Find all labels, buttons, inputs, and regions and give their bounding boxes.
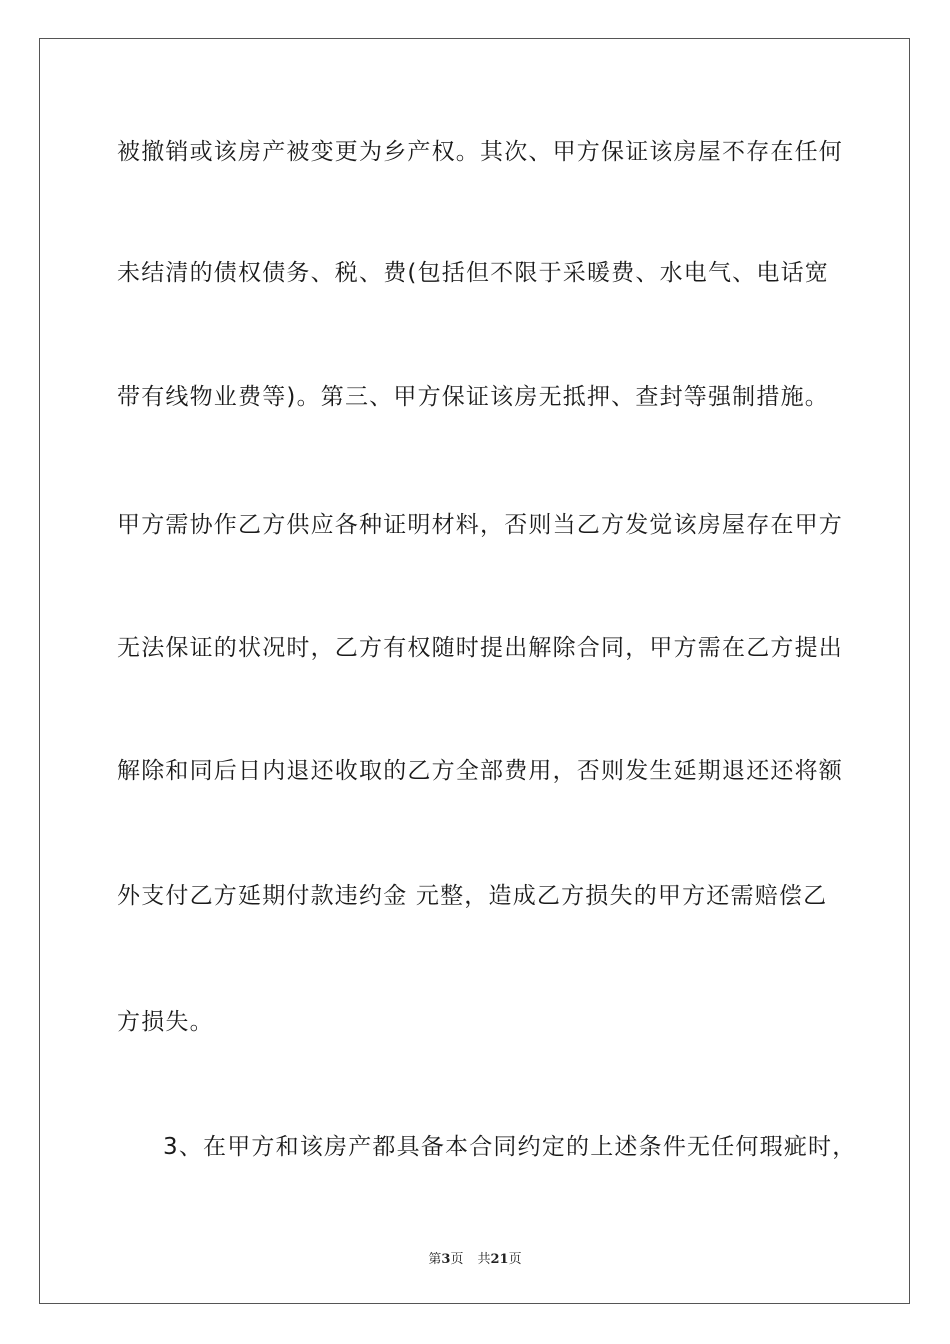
text-line: 被撤销或该房产被变更为乡产权。其次、甲方保证该房屋不存在任何: [117, 139, 843, 165]
total-label-suffix: 页: [508, 1252, 522, 1267]
paragraph-start-line: 3、在甲方和该房产都具备本合同约定的上述条件无任何瑕疵时，: [163, 1134, 857, 1160]
page-label-prefix: 第: [428, 1252, 442, 1267]
text-line: 甲方需协作乙方供应各种证明材料，否则当乙方发觉该房屋存在甲方: [117, 512, 843, 538]
text-line: 方损失。: [117, 1009, 214, 1035]
page-footer: [0, 1248, 950, 1267]
page-label-suffix: 页: [450, 1252, 464, 1267]
text-line: 未结清的债权债务、税、费(包括但不限于采暖费、水电气、电话宽: [117, 260, 829, 286]
text-line: 解除和同后日内退还收取的乙方全部费用，否则发生延期退还还将额: [117, 758, 843, 784]
text-line: 无法保证的状况时，乙方有权随时提出解除合同，甲方需在乙方提出: [117, 635, 843, 661]
total-pages: 21: [490, 1252, 509, 1267]
total-label-prefix: 共: [477, 1252, 491, 1267]
page-border: [39, 38, 910, 1304]
page-number: 3: [441, 1252, 451, 1267]
text-line: 外支付乙方延期付款违约金 元整，造成乙方损失的甲方还需赔偿乙: [117, 883, 828, 909]
text-line: 带有线物业费等)。第三、甲方保证该房无抵押、查封等强制措施。: [117, 384, 829, 410]
